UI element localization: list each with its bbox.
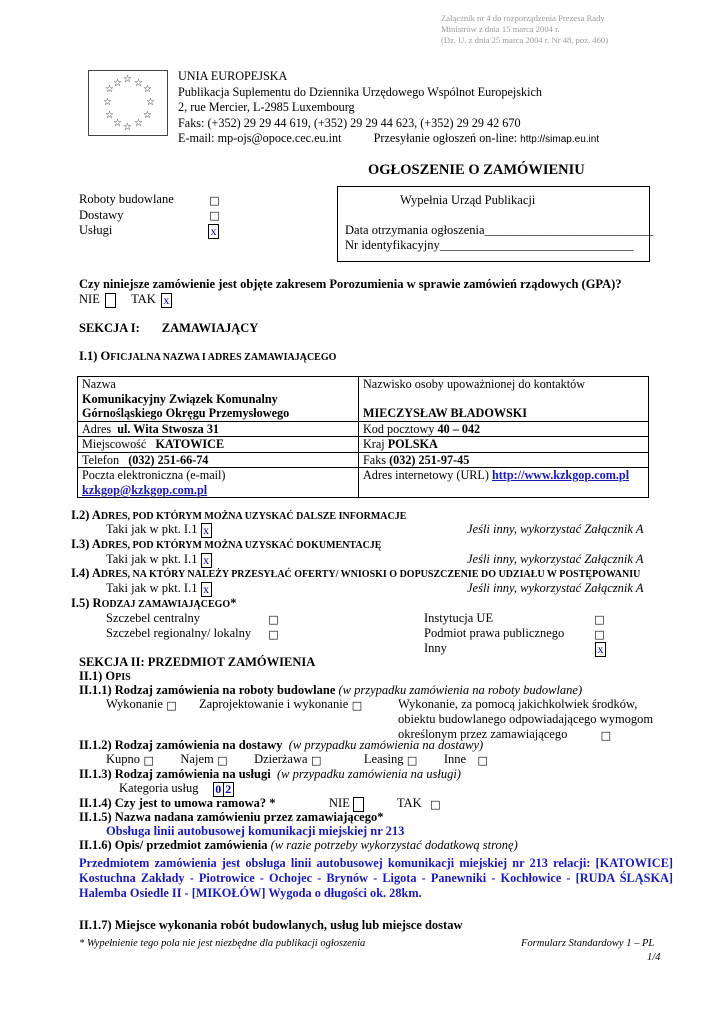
faks-cell: [359, 452, 649, 468]
checkbox-icon[interactable]: □: [594, 627, 605, 641]
miejscowosc-cell: [78, 437, 359, 453]
ii14-row: [79, 796, 276, 811]
i2-heading: [71, 508, 406, 523]
ii12-najem-label: Najem: [180, 752, 214, 766]
gpa-nie-label: NIE: [79, 292, 100, 306]
i5-heading: [71, 596, 236, 611]
table-row: [78, 452, 649, 468]
ii11-wykonanie-srodki: [398, 697, 653, 742]
www-label: Adres internetowy (URL): [363, 468, 489, 482]
eu-fax: Faks: (+352) 29 29 44 619, (+352) 29 29 44 623, (+352) 29 29 42 670: [178, 115, 521, 130]
checkbox-checked-icon[interactable]: x: [208, 224, 219, 239]
i5-inny: [424, 641, 606, 657]
ii16-hint: (w razie potrzeby wykorzystać dodatkową stronę): [270, 838, 518, 852]
ii15-value: Obsługa linii autobusowej komunikacji miejskiej nr 213: [106, 824, 405, 838]
checkbox-icon[interactable]: □: [209, 209, 220, 223]
i2-as-label: Taki jak w pkt. I.1: [106, 522, 198, 536]
kraj-cell: [359, 437, 649, 453]
gpa-tak-label: TAK: [131, 292, 156, 306]
header-note-line1: Załącznik nr 4 do rozporządzenia Prezesa Rady: [441, 13, 605, 23]
gpa-question: Czy niniejsze zamówienie jest objęte zakresem Porozumienia w sprawie zamówień rządowych (GPA)?: [79, 277, 622, 291]
checkbox-icon[interactable]: □: [166, 698, 177, 712]
section-2-heading: SEKCJA II: PRZEDMIOT ZAMÓWIENIA: [79, 655, 316, 669]
ii11-heading: [79, 683, 582, 698]
ii11-title: II.1.1) Rodzaj zamówienia na roboty budowlane: [79, 683, 336, 697]
footer-page-number: 1/4: [647, 952, 661, 963]
i5-podmiot-label: Podmiot prawa publicznego: [424, 626, 565, 640]
i5-centralny-label: Szczebel centralny: [106, 611, 201, 625]
osoba-label: Nazwisko osoby upoważnionej do kontaktów: [363, 377, 586, 391]
email-label: Poczta elektroniczna (e-mail): [82, 468, 226, 482]
eu-address: 2, rue Mercier, L-2985 Luxembourg: [178, 100, 355, 114]
kod-cell: [359, 421, 649, 437]
www-cell: [359, 468, 649, 498]
ii11-wyk-line2: obiektu budowlanego odpowiadającego wymogom: [398, 712, 654, 726]
eu-contact-line: [178, 131, 658, 148]
miejscowosc-value: KATOWICE: [155, 437, 225, 451]
faks-value: (032) 251-97-45: [389, 452, 470, 467]
telefon-cell: [78, 452, 359, 468]
i2-as-i1: [106, 522, 212, 538]
section-1-number: SEKCJA I:: [79, 321, 140, 335]
ii11-hint: (w przypadku zamówienia na roboty budowlane): [338, 683, 583, 697]
nazwa-value-1: Komunikacyjny Związek Komunalny: [82, 391, 278, 406]
table-row: [78, 437, 649, 453]
adres-value: ul. Wita Stwosza 31: [117, 421, 220, 436]
pub-box-id-field: Nr identyfikacyjny_______________________________: [345, 238, 634, 252]
i5-star: *: [230, 596, 237, 610]
i4-other: Jeśli inny, wykorzystać Załącznik A: [467, 581, 644, 595]
i5-regionalny-label: Szczebel regionalny/ lokalny: [106, 626, 252, 640]
eu-online-label: Przesyłanie ogłoszeń on-line:: [373, 131, 518, 145]
kategoria-digit-1[interactable]: 0: [213, 782, 224, 797]
ii17-title: II.1.7) Miejsce wykonania robót budowlanych, usług lub miejsce dostaw: [79, 918, 463, 932]
i5-title: ODZAJ ZAMAWIAJĄCEGO: [101, 599, 231, 610]
nazwa-label: Nazwa: [82, 377, 116, 391]
osoba-value: MIECZYSŁAW BŁADOWSKI: [363, 406, 528, 420]
checkbox-checked-icon[interactable]: x: [595, 642, 606, 657]
gpa-answer: [79, 292, 172, 308]
ii1-number: II.1) O: [79, 669, 116, 683]
i5-podmiot: [424, 626, 605, 641]
ii12-leasing-label: Leasing: [363, 752, 404, 766]
i5-number: I.5) R: [71, 596, 102, 610]
contract-type-uslugi: [79, 223, 220, 239]
ii16-description: Przedmiotem zamówienia jest obsługa linii autobusowej komunikacji miejskiej nr 213 relacji: [KATOWICE] Kostuchna Zakłady - Piotrowice - Ochojec - Brynów - Ligota - Panewniki - Kochłowice - [RUDA ŚLĄSKA] Halemba Osiedle II - [MIKOŁÓW] Wygoda o długości ok. 28km.: [79, 856, 673, 900]
checkbox-icon[interactable]: □: [351, 698, 363, 712]
i1-number: I.1) O: [79, 349, 111, 363]
ii12-options: [106, 752, 488, 767]
ii14-nie-label: NIE: [329, 796, 350, 810]
i4-title: DRES, NA KTÓRY NALEŻY PRZESYŁAĆ OFERTY/ WNIOSKI O DOPUSZCZENIE DO UDZIAŁU W POSTĘPOWANIU: [100, 569, 641, 580]
ii12-inne-label: Inne: [443, 752, 467, 766]
i1-title: FICJALNA NAZWA I ADRES ZAMAWIAJĄCEGO: [110, 352, 337, 363]
i2-number: I.2) A: [71, 508, 101, 522]
i5-inny-label: Inny: [424, 641, 447, 655]
i1-heading: [79, 349, 336, 364]
footer-note: * Wypełnienie tego pola nie jest niezbędne dla publikacji ogłoszenia: [79, 938, 366, 949]
i2-other: Jeśli inny, wykorzystać Załącznik A: [467, 522, 644, 536]
eu-flag-icon: ☆ ☆ ☆ ☆ ☆ ☆ ☆ ☆ ☆ ☆ ☆ ☆: [88, 70, 168, 136]
ii11-wyk-line3: określonym przez zamawiającego: [398, 727, 568, 741]
section-1-heading: [79, 321, 258, 336]
i2-title: DRES, POD KTÓRYM MOŻNA UZYSKAĆ DALSZE INFORMACJE: [100, 511, 407, 522]
ii11-wykonanie: [106, 697, 177, 712]
checkbox-checked-icon[interactable]: x: [201, 523, 212, 538]
checkbox-icon[interactable]: □: [310, 753, 322, 767]
ii13-kategoria-label: Kategoria usług: [119, 781, 199, 795]
checkbox-icon[interactable]: □: [594, 612, 605, 626]
checkbox-icon[interactable]: □: [600, 728, 612, 742]
eu-publication: Publikacja Suplementu do Dziennika Urzędowego Wspólnot Europejskich: [178, 84, 542, 99]
i3-number: I.3) A: [71, 537, 101, 551]
ii12-hint: (w przypadku zamówienia na dostawy): [288, 738, 484, 752]
adres-cell: [78, 421, 359, 437]
pub-box-date-field: Data otrzymania ogłoszenia___________________________: [345, 223, 654, 237]
ii16-heading: [79, 838, 518, 853]
i4-as-label: Taki jak w pkt. I.1: [106, 581, 198, 595]
ii13-kategoria: [119, 781, 234, 797]
ii14-tak-label: TAK: [397, 796, 422, 810]
i5-ue: [424, 611, 605, 626]
i4-as-i1: [106, 581, 212, 597]
ii16-title: II.1.6) Opis/ przedmiot zamówienia: [79, 838, 268, 852]
ii1-title: PIS: [115, 672, 131, 683]
checkbox-icon[interactable]: □: [268, 612, 279, 626]
section-1-title: ZAMAWIAJĄCY: [161, 321, 259, 335]
i3-title: DRES, POD KTÓRYM MOŻNA UZYSKAĆ DOKUMENTACJĘ: [100, 540, 382, 551]
nazwa-cell: [78, 377, 359, 422]
contract-type-dostawy: [79, 208, 220, 224]
ii12-heading: [79, 738, 483, 753]
contract-type-list: [79, 192, 220, 239]
ii12-dzierzawa-label: Dzierżawa: [254, 752, 308, 766]
checkbox-checked-icon[interactable]: x: [201, 582, 212, 597]
ii11-zaprojektowanie-label: Zaprojektowanie i wykonanie: [199, 697, 349, 711]
email-cell: [78, 468, 359, 498]
ii12-kupno-label: Kupno: [106, 752, 141, 766]
ii14-title: II.1.4) Czy jest to umowa ramowa? *: [79, 796, 276, 810]
ii12-title: II.1.2) Rodzaj zamówienia na dostawy: [79, 738, 283, 752]
i5-centralny: [106, 611, 279, 626]
contract-type-roboty-label: Roboty budowlane: [79, 192, 174, 206]
ii11-wyk-line1: Wykonanie, za pomocą jakichkolwiek środków,: [398, 697, 638, 711]
i4-heading: [71, 566, 640, 581]
header-note-line3: (Dz. U. z dnia 25 marca 2004 r. Nr 48, poz. 460): [441, 35, 609, 45]
header-note-line2: Ministrów z dnia 15 marca 2004 r.: [441, 24, 560, 34]
ii13-hint: (w przypadku zamówienia na usługi): [276, 767, 461, 781]
checkbox-icon[interactable]: □: [143, 753, 154, 767]
checkbox-icon[interactable]: □: [217, 753, 228, 767]
header-note: [441, 13, 681, 46]
footer-form-name: Formularz Standardowy 1 – PL: [521, 938, 655, 949]
table-row: [78, 377, 649, 422]
checkbox-icon[interactable]: □: [477, 753, 488, 767]
contract-type-dostawy-label: Dostawy: [79, 207, 124, 222]
contracting-authority-table: [77, 376, 649, 498]
checkbox-checked-icon[interactable]: x: [161, 293, 172, 308]
table-row: [78, 468, 649, 498]
publication-office-box: [337, 186, 654, 262]
ii13-heading: [79, 767, 461, 782]
nazwa-value-2: Górnośląskiego Okręgu Przemysłowego: [82, 406, 290, 420]
eu-publisher-info: [178, 69, 658, 148]
faks-label: Faks: [363, 452, 387, 467]
page-title: OGŁOSZENIE O ZAMÓWIENIU: [368, 162, 585, 178]
kategoria-digit-2[interactable]: 2: [224, 782, 234, 797]
i5-ue-label: Instytucja UE: [424, 611, 494, 625]
eu-name: UNIA EUROPEJSKA: [178, 69, 288, 83]
checkbox-icon[interactable]: □: [209, 193, 220, 207]
kod-label: Kod pocztowy: [363, 421, 435, 436]
checkbox-icon[interactable]: □: [268, 627, 279, 641]
telefon-value: (032) 251-66-74: [128, 452, 209, 467]
i3-heading: [71, 537, 381, 552]
pub-box-heading: Wypełnia Urząd Publikacji: [400, 193, 536, 207]
miejscowosc-label: Miejscowość: [82, 437, 147, 451]
ii1-heading: [79, 669, 131, 684]
i3-as-label: Taki jak w pkt. I.1: [106, 552, 198, 566]
i4-number: I.4) A: [71, 566, 101, 580]
telefon-label: Telefon: [82, 452, 120, 467]
checkbox-checked-icon[interactable]: x: [201, 553, 212, 568]
ii15-title: II.1.5) Nazwa nadana zamówieniu przez zamawiającego*: [79, 810, 384, 824]
kod-value: 40 – 042: [437, 421, 481, 436]
i5-regionalny: [106, 626, 279, 641]
ii11-wykonanie-label: Wykonanie: [106, 697, 163, 711]
eu-online-url[interactable]: http://simap.eu.int: [520, 134, 600, 145]
i3-other: Jeśli inny, wykorzystać Załącznik A: [467, 552, 644, 566]
kraj-value: POLSKA: [387, 437, 438, 451]
checkbox-icon[interactable]: □: [430, 797, 441, 811]
contract-type-uslugi-label: Usługi: [79, 223, 113, 237]
ii11-zaprojektowanie: [199, 697, 362, 712]
ii13-title: II.1.3) Rodzaj zamówienia na usługi: [79, 767, 271, 781]
table-row: [78, 421, 649, 437]
email-link[interactable]: kzkgop@kzkgop.com.pl: [82, 482, 208, 497]
checkbox-icon[interactable]: [105, 293, 116, 308]
osoba-cell: [359, 377, 649, 422]
adres-label: Adres: [82, 421, 112, 436]
www-link[interactable]: http://www.kzkgop.com.pl: [491, 468, 630, 482]
eu-email: E-mail: mp-ojs@opoce.cec.eu.int: [178, 131, 342, 145]
checkbox-icon[interactable]: □: [406, 753, 418, 767]
ii14-tak: [397, 796, 441, 811]
contract-type-roboty: [79, 192, 220, 208]
kraj-label: Kraj: [363, 437, 385, 451]
